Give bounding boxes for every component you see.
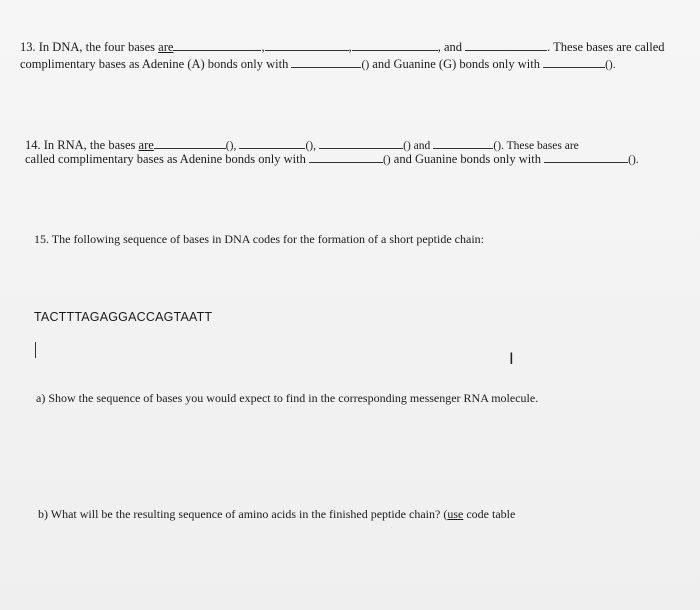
q15-text: 15. The following sequence of bases in DNA codes for the formation of a short peptide chain: <box>34 232 484 246</box>
text-cursor <box>35 342 36 358</box>
q15-part-b-prefix: b) What will be the resulting sequence of amino acids in the finished peptide chain? ( <box>38 507 448 521</box>
q13-blank-4[interactable] <box>465 49 547 51</box>
q14-paren-a: (), <box>225 140 237 152</box>
q14-paren-1: () <box>382 154 391 166</box>
q13-and: , and <box>437 40 462 54</box>
q14-paren-b: (), <box>305 140 317 152</box>
q14-blank-1[interactable] <box>154 147 226 149</box>
q13-line2-prefix: complimentary bases as Adenine (A) bonds only with <box>20 57 289 71</box>
q14-blank-2[interactable] <box>239 147 305 149</box>
q14-line2-mid: and Guanine bonds only with <box>390 152 541 166</box>
q14-blank-3[interactable] <box>319 147 403 149</box>
q14-paren-c: () and <box>403 140 431 152</box>
q14-blank-4[interactable] <box>433 147 493 149</box>
q13-prefix: 13. In DNA, the four bases <box>20 40 159 54</box>
ibeam-cursor-icon: I <box>509 349 514 368</box>
q14-prefix: 14. In RNA, the bases <box>25 138 139 152</box>
q14-line-1 <box>25 138 579 153</box>
dna-sequence: TACTTTAGAGGACCAGTAATT <box>34 310 213 324</box>
q13-line-1 <box>20 40 665 54</box>
q13-comma-1: , <box>261 40 265 54</box>
q14-are: are <box>138 138 154 152</box>
q13-line-2 <box>20 57 616 72</box>
q13-blank-2[interactable] <box>265 49 349 51</box>
q13-tail: . These bases are called <box>547 40 665 54</box>
q13-blank-1[interactable] <box>173 49 261 51</box>
q14-blank-6[interactable] <box>544 161 628 163</box>
q14-line2-prefix: called complimentary bases as Adenine bonds only with <box>25 152 306 166</box>
q14-blank-5[interactable] <box>309 161 383 163</box>
q13-blank-5[interactable] <box>291 66 361 68</box>
q13-paren-1: () <box>361 59 370 71</box>
q15-part-a: a) Show the sequence of bases you would expect to find in the corresponding messenger RNA molecule. <box>36 391 539 405</box>
q14-line-2 <box>25 152 639 167</box>
q15-part-b-suffix: code table <box>463 507 516 521</box>
q14-paren-2: (). <box>628 154 639 166</box>
q15-part-b <box>38 507 515 521</box>
q13-paren-2: (). <box>605 59 616 71</box>
q13-comma-2: , <box>348 40 352 54</box>
q13-are: are <box>158 40 174 54</box>
q13-blank-6[interactable] <box>543 66 605 68</box>
q14-tail: (). These bases are <box>493 140 579 152</box>
q13-blank-3[interactable] <box>352 49 438 51</box>
q13-line2-mid: and Guanine (G) bonds only with <box>369 57 540 71</box>
q15-part-b-use: use <box>447 507 464 521</box>
